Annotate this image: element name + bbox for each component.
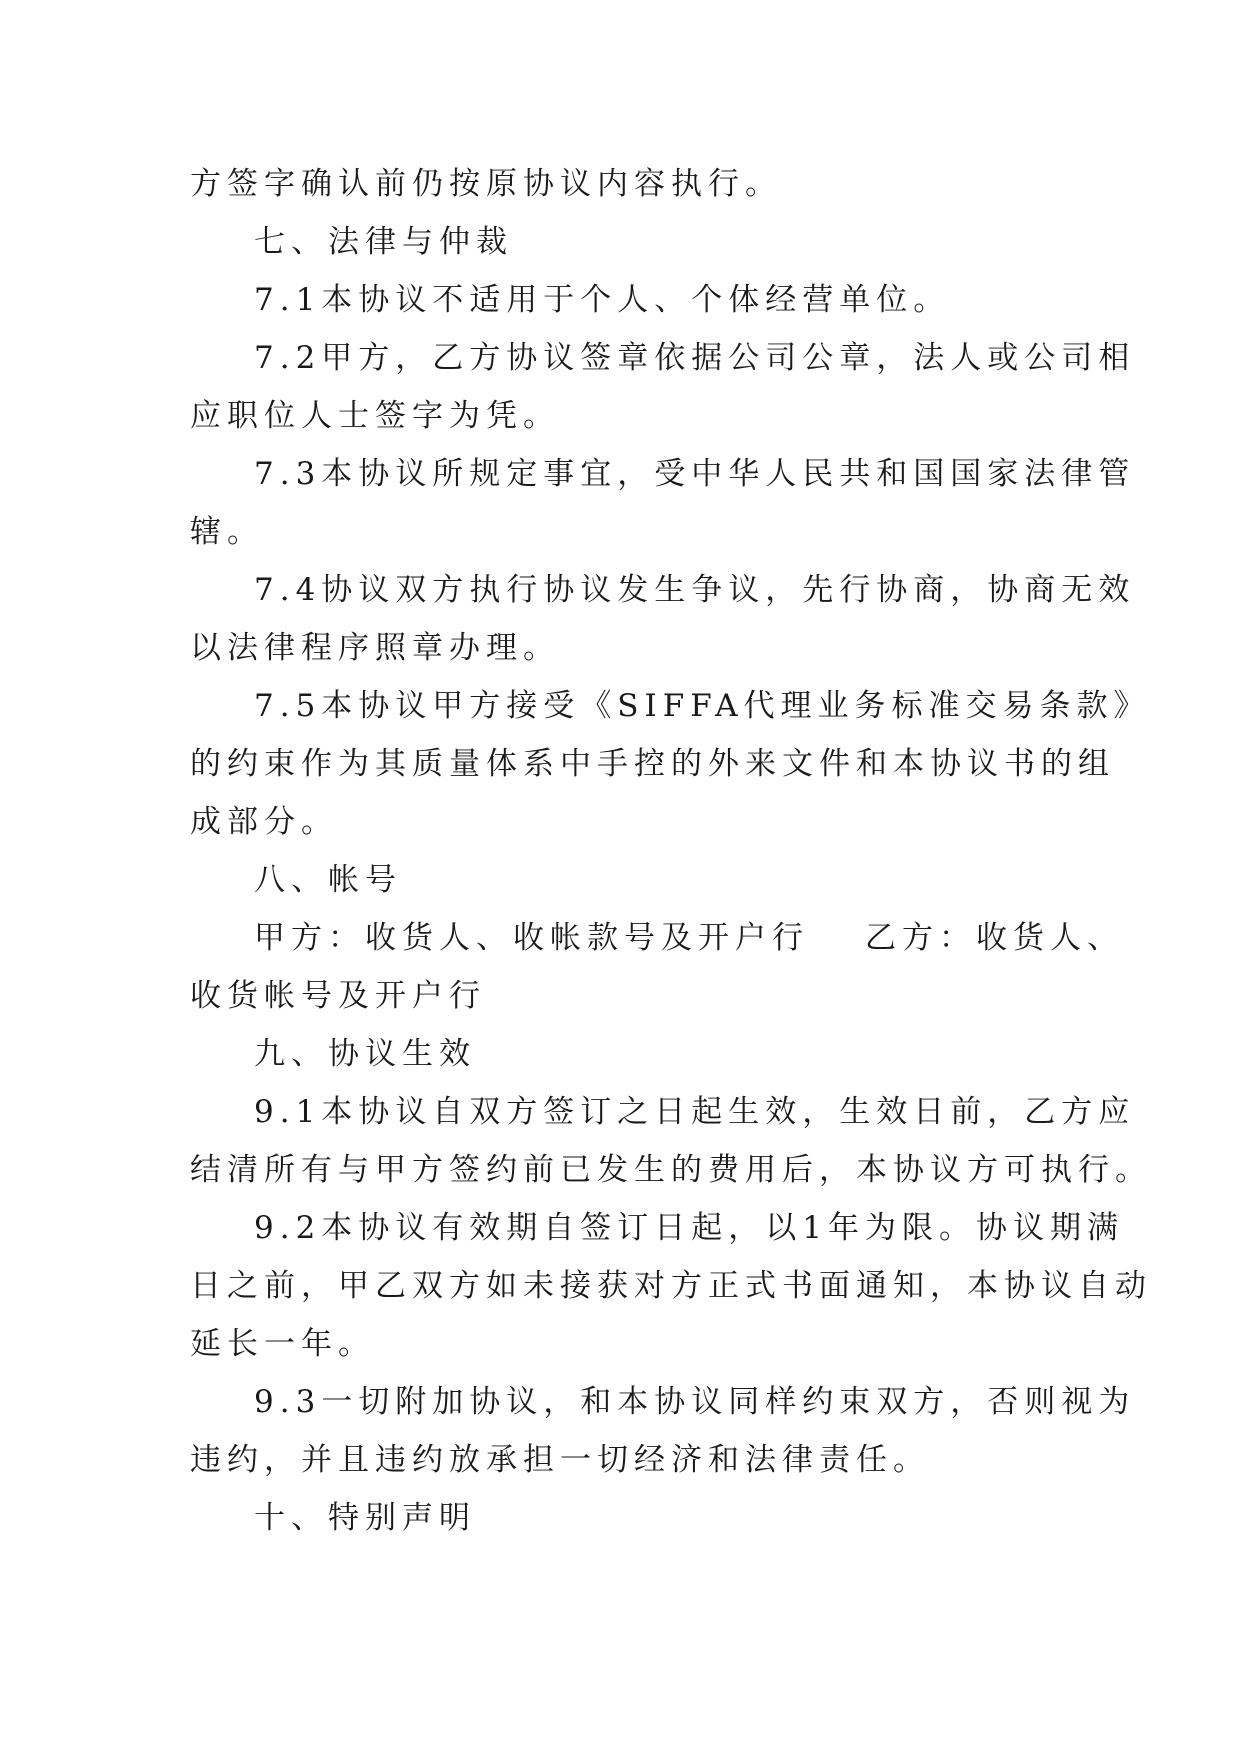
text-line-1: 方签字确认前仍按原协议内容执行。 [190, 166, 782, 202]
clause-7-5-cont-2: 成部分。 [190, 804, 338, 840]
clause-9-1-cont: 结清所有与甲方签约前已发生的费用后，本协议方可执行。 [190, 1152, 1152, 1188]
clause-7-5: 7.5本协议甲方接受《SIFFA代理业务标准交易条款》 [254, 688, 1151, 724]
clause-9-3-cont: 违约，并且违约放承担一切经济和法律责任。 [190, 1442, 930, 1478]
clause-9-2-cont-2: 延长一年。 [190, 1326, 375, 1362]
section-heading-8: 八、帐号 [254, 862, 402, 898]
document-body [190, 155, 1152, 1547]
section-heading-7: 七、法律与仲裁 [254, 224, 513, 260]
clause-7-4: 7.4协议双方执行协议发生争议，先行协商，协商无效 [254, 572, 1136, 608]
clause-9-2: 9.2本协议有效期自签订日起，以1年为限。协议期满 [254, 1210, 1125, 1246]
clause-9-2-cont-1: 日之前，甲乙双方如未接获对方正式书面通知，本协议自动 [190, 1268, 1152, 1304]
clause-9-1: 9.1本协议自双方签订之日起生效，生效日前，乙方应 [254, 1094, 1136, 1130]
clause-7-4-cont: 以法律程序照章办理。 [190, 630, 560, 666]
clause-7-3-cont: 辖。 [190, 514, 264, 550]
party-a-account-label: 甲方：收货人、收帐款号及开户行 [254, 920, 809, 956]
clause-7-1: 7.1本协议不适用于个人、个体经营单位。 [254, 282, 951, 318]
section-heading-10: 十、特别声明 [254, 1500, 476, 1536]
account-line [190, 909, 1124, 967]
party-b-account-label: 乙方：收货人、 [865, 920, 1124, 956]
section-heading-9: 九、协议生效 [254, 1036, 476, 1072]
clause-7-2-cont: 应职位人士签字为凭。 [190, 398, 560, 434]
clause-9-3: 9.3一切附加协议，和本协议同样约束双方，否则视为 [254, 1384, 1136, 1420]
clause-7-2: 7.2甲方，乙方协议签章依据公司公章，法人或公司相 [254, 340, 1136, 376]
clause-7-3: 7.3本协议所规定事宜，受中华人民共和国国家法律管 [254, 456, 1136, 492]
account-line-cont: 收货帐号及开户行 [190, 978, 486, 1014]
clause-7-5-cont-1: 的约束作为其质量体系中手控的外来文件和本协议书的组 [190, 746, 1115, 782]
